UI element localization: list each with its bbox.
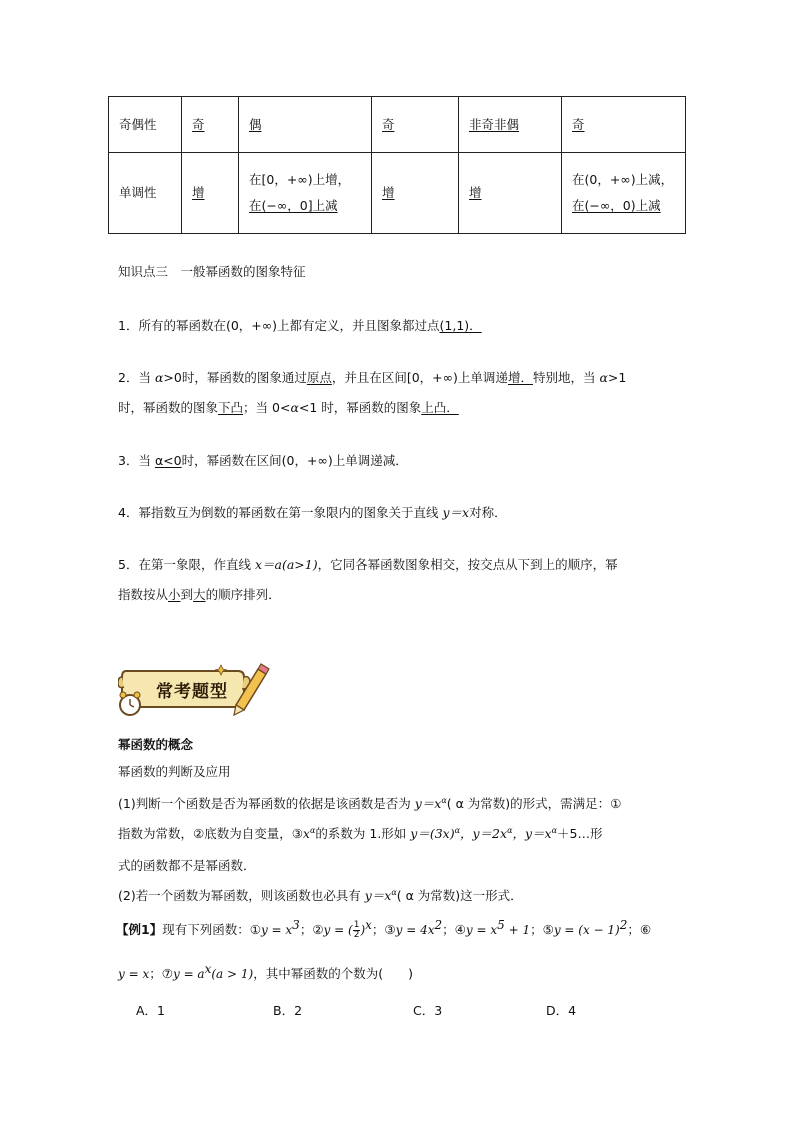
table-cell: 奇	[192, 116, 205, 132]
table-row	[109, 153, 686, 234]
table-cell: 增	[469, 185, 482, 200]
point-2-line1: 2．当 α>0时，幂函数的图象通过原点，并且在区间[0，+∞)上单调递增．特别地，当 α>1	[118, 370, 627, 385]
row-header-monotonicity: 单调性	[109, 153, 182, 234]
row-header-parity: 奇偶性	[109, 97, 182, 153]
table-cell: 增	[192, 185, 205, 200]
rule-1-line2: 指数为常数，②底数为自变量，$③x^\alpha$的系数为 1.形如 $y=(3x)^\alpha$，$y=2x^\alpha$，$y=x^\alpha+5\dots$形	[118, 825, 603, 841]
table-cell: 奇	[572, 116, 585, 132]
example-line1: 【例1】现有下列函数：①y = $x^3$；②y = ( $\frac{1}{2}$ )$^x$；③y = $4x^2$；④y = $x^5 + 1$；⑤y = $(x - 1)^2$；⑥	[116, 918, 652, 941]
rule-1-line3: 式的函数都不是幂函数．	[118, 858, 256, 873]
table-cell: 奇	[382, 116, 395, 132]
table-cell: 在(−∞，0)上减	[572, 198, 661, 213]
topic-subtitle: 幂函数的判断及应用	[118, 764, 231, 779]
option-b[interactable]: B．2	[273, 1003, 303, 1018]
table-cell: 非奇非偶	[469, 116, 520, 132]
point-1: 1．所有的幂函数在(0，+∞)上都有定义，并且图象都过点(1,1)．	[118, 318, 482, 333]
table-row	[109, 97, 686, 153]
table-cell: 在(−∞，0]上减	[249, 198, 338, 213]
section-title: 知识点三 一般幂函数的图象特征	[118, 264, 306, 279]
table-cell: 偶	[249, 116, 262, 132]
table-cell: 在(0，+∞)上减，	[572, 172, 674, 187]
point-2-line2: 时，幂函数的图象下凸；当 0<α<1 时，幂函数的图象上凸．	[118, 400, 459, 415]
topic-title: 幂函数的概念	[118, 737, 194, 752]
table-cell: 增	[382, 185, 395, 200]
table-cell: 在[0，+∞)上增，	[249, 172, 351, 187]
rule-2: (2)若一个函数为幂函数，则该函数也必具有 $y=x^\alpha$( α 为常数)这一形式．	[118, 887, 523, 903]
option-a[interactable]: A．1	[136, 1003, 166, 1018]
point-5-line2: 指数按从小到大的顺序排列．	[118, 587, 281, 602]
properties-table	[108, 96, 686, 234]
point-3: 3．当 α<0时，幂函数在区间(0，+∞)上单调递减．	[118, 453, 408, 468]
point-4: 4．幂指数互为倒数的幂函数在第一象限内的图象关于直线 y＝x对称．	[118, 505, 507, 520]
example-line2: y = x；⑦y = $a^x(a > 1)$，其中幂函数的个数为( )	[118, 962, 413, 982]
point-5-line1: 5．在第一象限，作直线 x＝a(a>1)，它同各幂函数图象相交，按交点从下到上的顺序，幂	[118, 557, 618, 572]
option-d[interactable]: D．4	[546, 1003, 577, 1018]
rule-1-line1: (1)判断一个函数是否为幂函数的依据是该函数是否为 $y=x^\alpha$( α 为常数)的形式，需满足：①	[118, 795, 622, 811]
banner-title: 常考题型	[156, 682, 228, 702]
section-banner	[118, 657, 270, 719]
option-c[interactable]: C．3	[413, 1003, 443, 1018]
